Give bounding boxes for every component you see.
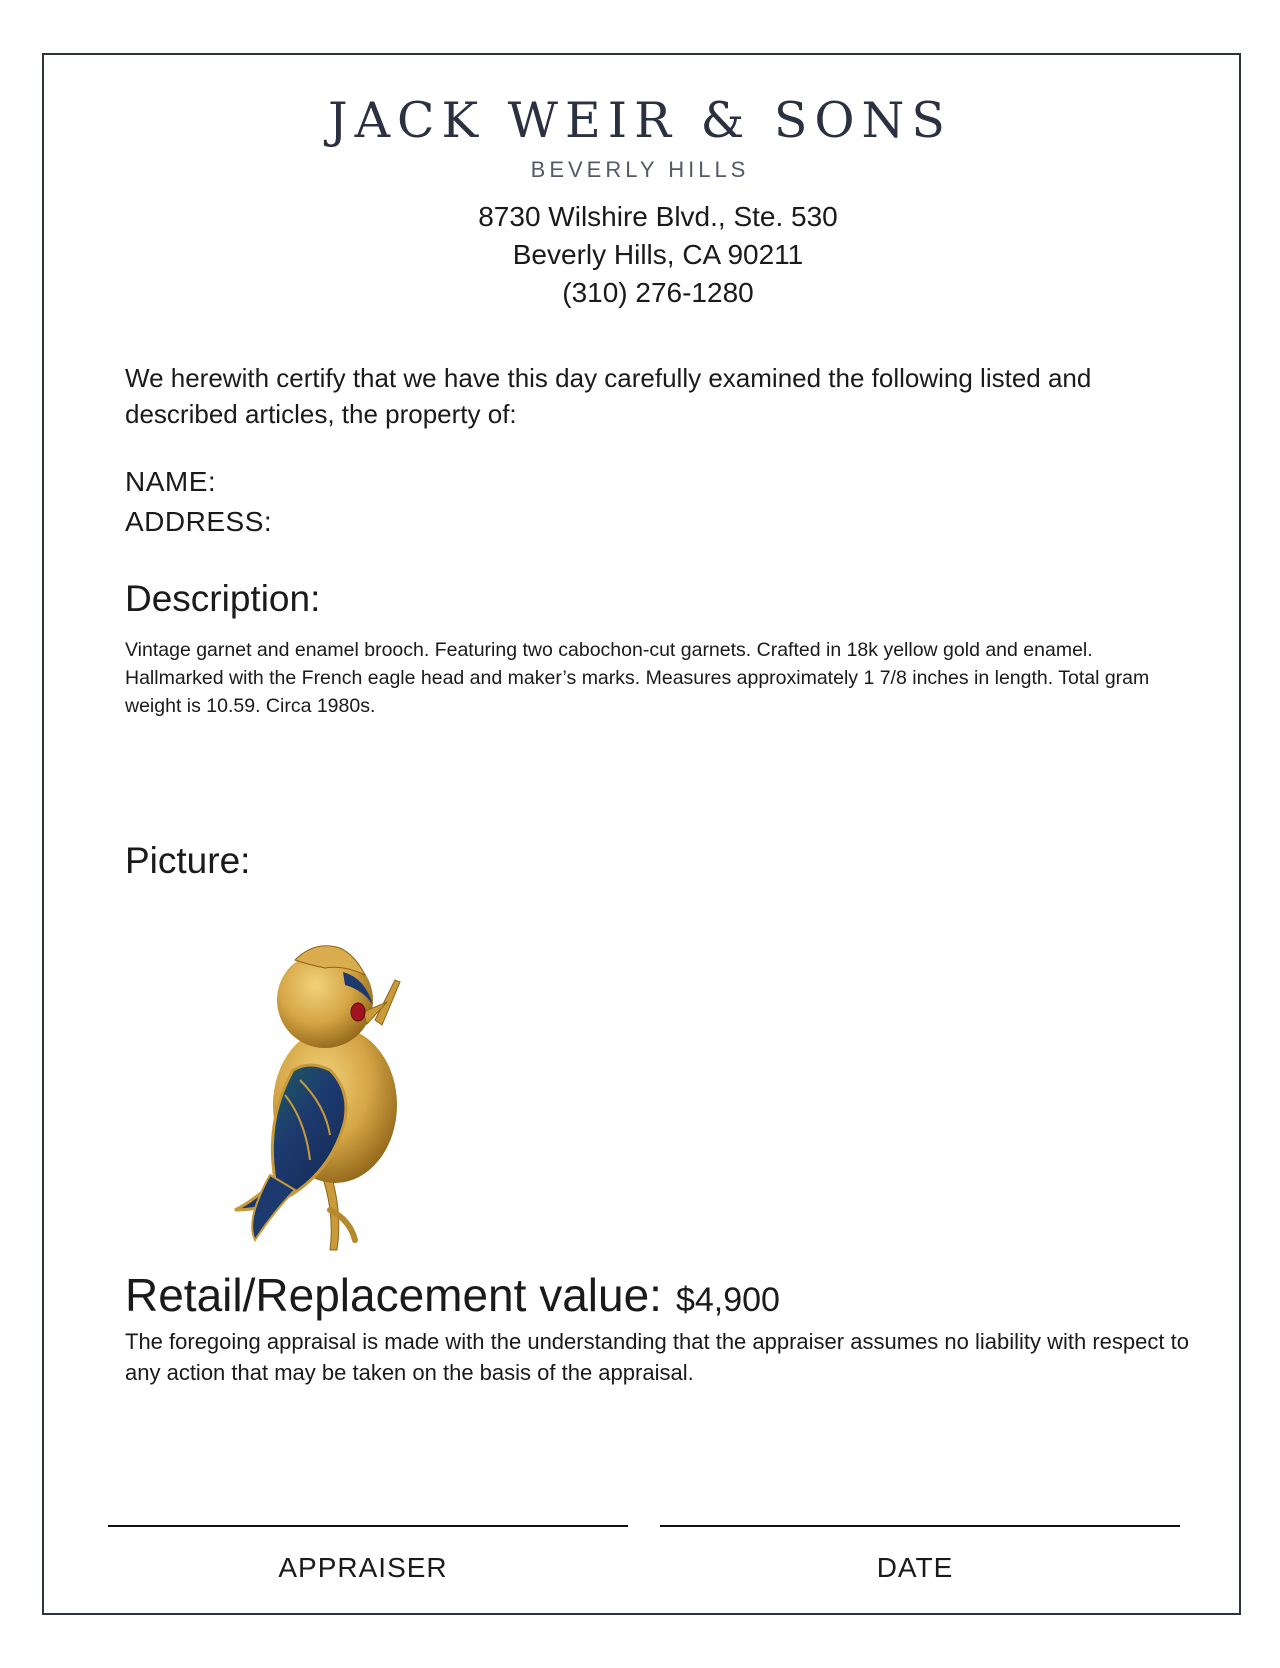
name-label: NAME: (125, 466, 217, 497)
phone-number: (310) 276-1280 (562, 277, 754, 308)
address-line-2: Beverly Hills, CA 90211 (512, 239, 804, 270)
date-label: DATE (876, 1552, 954, 1583)
description-heading: Description: (125, 578, 321, 619)
appraiser-signature-line (108, 1525, 628, 1527)
date-signature-line (660, 1525, 1180, 1527)
brand-name: JACK WEIR & SONS (327, 92, 953, 149)
valuation-label: Retail/Replacement value: (125, 1269, 662, 1321)
address-line-1: 8730 Wilshire Blvd., Ste. 530 (478, 201, 838, 232)
bird-brooch-image (225, 920, 455, 1260)
certification-statement: We herewith certify that we have this day carefully examined the following listed and described articles, the property of: (125, 363, 1092, 429)
valuation-row (125, 1268, 780, 1322)
disclaimer-text: The foregoing appraisal is made with the understanding that the appraiser assumes no liability with respect to any action that may be taken on the basis of the appraisal. (125, 1329, 1189, 1385)
appraiser-label: APPRAISER (278, 1552, 448, 1583)
description-text: Vintage garnet and enamel brooch. Featuring two cabochon-cut garnets. Crafted in 18k yellow gold and enamel. Hallmarked with the French eagle head and maker’s marks. Measures approximately 1 7/8 inches in length. Total gram weight is 10.59. Circa 1980s. (125, 639, 1150, 717)
brand-location: BEVERLY HILLS (530, 157, 750, 182)
address-label: ADDRESS: (125, 506, 273, 537)
picture-heading: Picture: (125, 840, 251, 881)
valuation-amount: $4,900 (675, 1281, 780, 1319)
